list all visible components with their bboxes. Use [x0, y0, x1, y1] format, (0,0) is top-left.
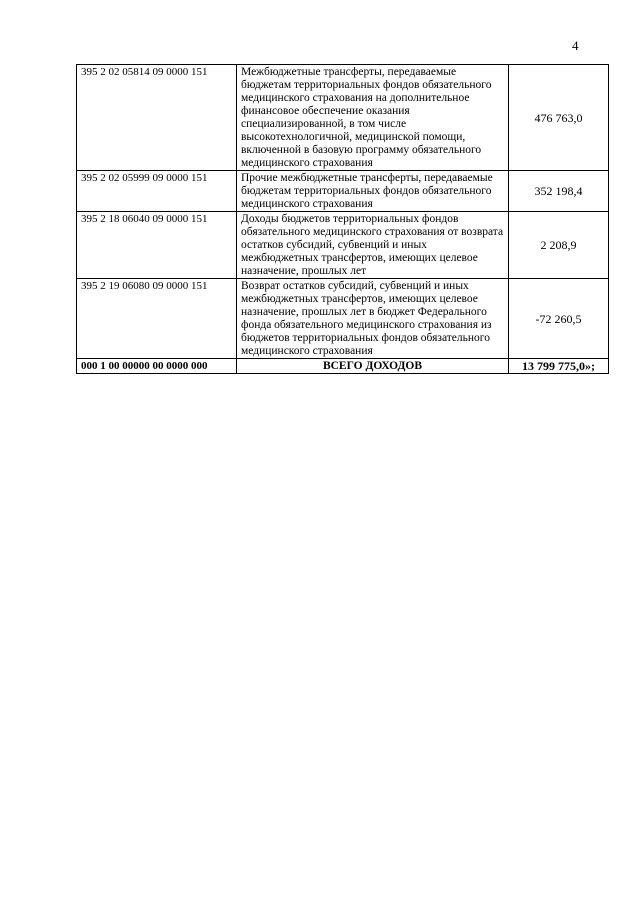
- budget-code-cell: 395 2 02 05814 09 0000 151: [77, 65, 237, 171]
- amount-cell: -72 260,5: [509, 279, 609, 359]
- page-number: 4: [572, 38, 579, 53]
- revenue-name-cell: Доходы бюджетов территориальных фондов обязательного медицинского страхования от возврата остатков субсидий, субвенций и иных межбюджетных трансфертов, имеющих целевое назначение, прошлых лет: [237, 212, 509, 279]
- total-row: [77, 359, 609, 374]
- table-row: [77, 212, 609, 279]
- total-code-cell: 000 1 00 00000 00 0000 000: [77, 359, 237, 374]
- budget-code-cell: 395 2 18 06040 09 0000 151: [77, 212, 237, 279]
- amount-cell: 352 198,4: [509, 171, 609, 212]
- total-label-cell: ВСЕГО ДОХОДОВ: [237, 359, 509, 374]
- table-row: [77, 171, 609, 212]
- budget-code-cell: 395 2 19 06080 09 0000 151: [77, 279, 237, 359]
- revenue-name-cell: Межбюджетные трансферты, передаваемые бюджетам территориальных фондов обязательного медицинского страхования на дополнительное финансовое обеспечение оказания специализированной, в том числе высокотехнологичной, медицинской помощи, включенной в базовую программу обязательного медицинского страхования: [237, 65, 509, 171]
- amount-cell: 2 208,9: [509, 212, 609, 279]
- total-amount-cell: 13 799 775,0»;: [509, 359, 609, 374]
- revenue-name-cell: Прочие межбюджетные трансферты, передаваемые бюджетам территориальных фондов обязательного медицинского страхования: [237, 171, 509, 212]
- budget-code-cell: 395 2 02 05999 09 0000 151: [77, 171, 237, 212]
- revenue-name-cell: Возврат остатков субсидий, субвенций и иных межбюджетных трансфертов, имеющих целевое назначение, прошлых лет в бюджет Федерального фонда обязательного медицинского страхования из бюджетов территориальных фондов обязательного медицинского страхования: [237, 279, 509, 359]
- revenue-table: [76, 64, 609, 374]
- table-row: [77, 65, 609, 171]
- amount-cell: 476 763,0: [509, 65, 609, 171]
- table-row: [77, 279, 609, 359]
